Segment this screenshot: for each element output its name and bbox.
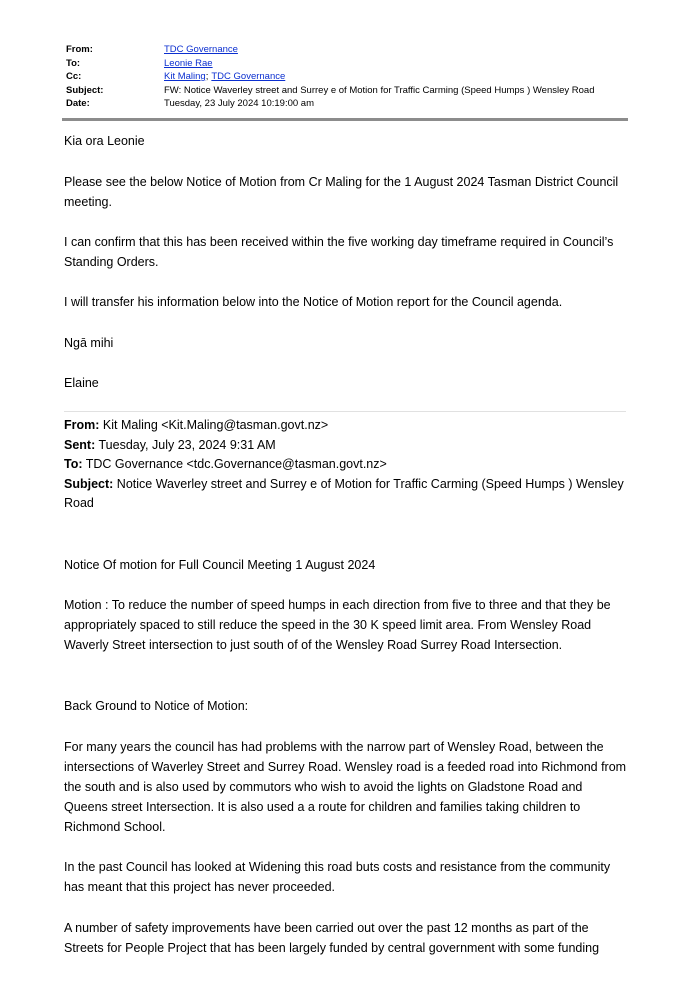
fwd-subject-value: Notice Waverley street and Surrey e of Motion for Traffic Carming (Speed Humps ) Wensley Road [64,476,624,510]
header-to-row [66,57,626,71]
to-link[interactable]: Leonie Rae [164,57,213,69]
body-paragraph-1: Please see the below Notice of Motion from Cr Maling for the 1 August 2024 Tasman District Council meeting. [64,175,619,209]
email-header [66,43,626,111]
sender-name: Elaine [64,376,99,390]
subject-value: FW: Notice Waverley street and Surrey e of Motion for Traffic Carming (Speed Humps ) Wensley Road [164,84,595,96]
cc-label: Cc: [66,71,82,82]
signoff: Ngā mihi [64,336,114,350]
fwd-to-value: TDC Governance <tdc.Governance@tasman.govt.nz> [85,457,387,471]
body-paragraph-3: I will transfer his information below into the Notice of Motion report for the Council agenda. [64,295,563,309]
fwd-sent-row [64,436,629,456]
fwd-subject-row [64,475,629,514]
cc-link-1[interactable]: Kit Maling [164,71,206,82]
body-paragraph-2: I can confirm that this has been received within the five working day timeframe required in Council’s Standing Orders. [64,235,614,269]
from-label: From: [66,44,93,55]
date-value: Tuesday, 23 July 2024 10:19:00 am [164,98,314,109]
header-date-row [66,97,626,111]
background-paragraph-2: In the past Council has looked at Widening this road buts costs and resistance from the community has meant that this project has never proceeded. [64,860,611,894]
subject-label: Subject: [66,84,104,96]
fwd-from-label: From: [64,418,100,432]
from-link[interactable]: TDC Governance [164,44,238,55]
fwd-from-value: Kit Maling <Kit.Maling@tasman.govt.nz> [102,418,329,432]
background-paragraph-1: For many years the council has had problems with the narrow part of Wensley Road, between the intersections of Waverley Street and Surrey Road. Wensley road is a feeded road into Richmond from the south and is also used by commutors who wish to avoid the lights on Gladstone Road and Queens street Intersection. It is also used a a route for children and families taking children to Richmond School. [64,740,627,834]
fwd-to-row [64,455,629,475]
fwd-to-label: To: [64,457,83,471]
header-divider [62,118,628,121]
fwd-subject-label: Subject: [64,476,114,491]
fwd-sent-label: Sent: [64,437,96,452]
header-from-row [66,43,626,57]
header-subject-row [66,84,626,98]
greeting: Kia ora Leonie [64,134,145,148]
fwd-sent-value: Tuesday, July 23, 2024 9:31 AM [98,437,276,452]
cc-separator: ; [205,71,209,82]
motion-paragraph: Motion : To reduce the number of speed humps in each direction from five to three and that they be appropriately spaced to still reduce the speed in the 30 K speed limit area. From Wensley Road Waverly Street intersection to just south of of the Wensley Road Surrey Road Intersection. [64,598,611,652]
to-label: To: [66,57,81,69]
background-heading: Back Ground to Notice of Motion: [64,699,249,713]
fwd-from-row [64,416,629,436]
cc-link-2[interactable]: TDC Governance [211,71,286,82]
background-paragraph-3: A number of safety improvements have been carried out over the past 12 months as part of the Streets for People Project that has been largely funded by central government with some funding [64,921,600,955]
forwarded-header [64,416,629,514]
date-label: Date: [66,98,90,109]
header-cc-row [66,70,626,84]
notice-title: Notice Of motion for Full Council Meeting 1 August 2024 [64,558,376,572]
forward-divider [64,411,626,412]
